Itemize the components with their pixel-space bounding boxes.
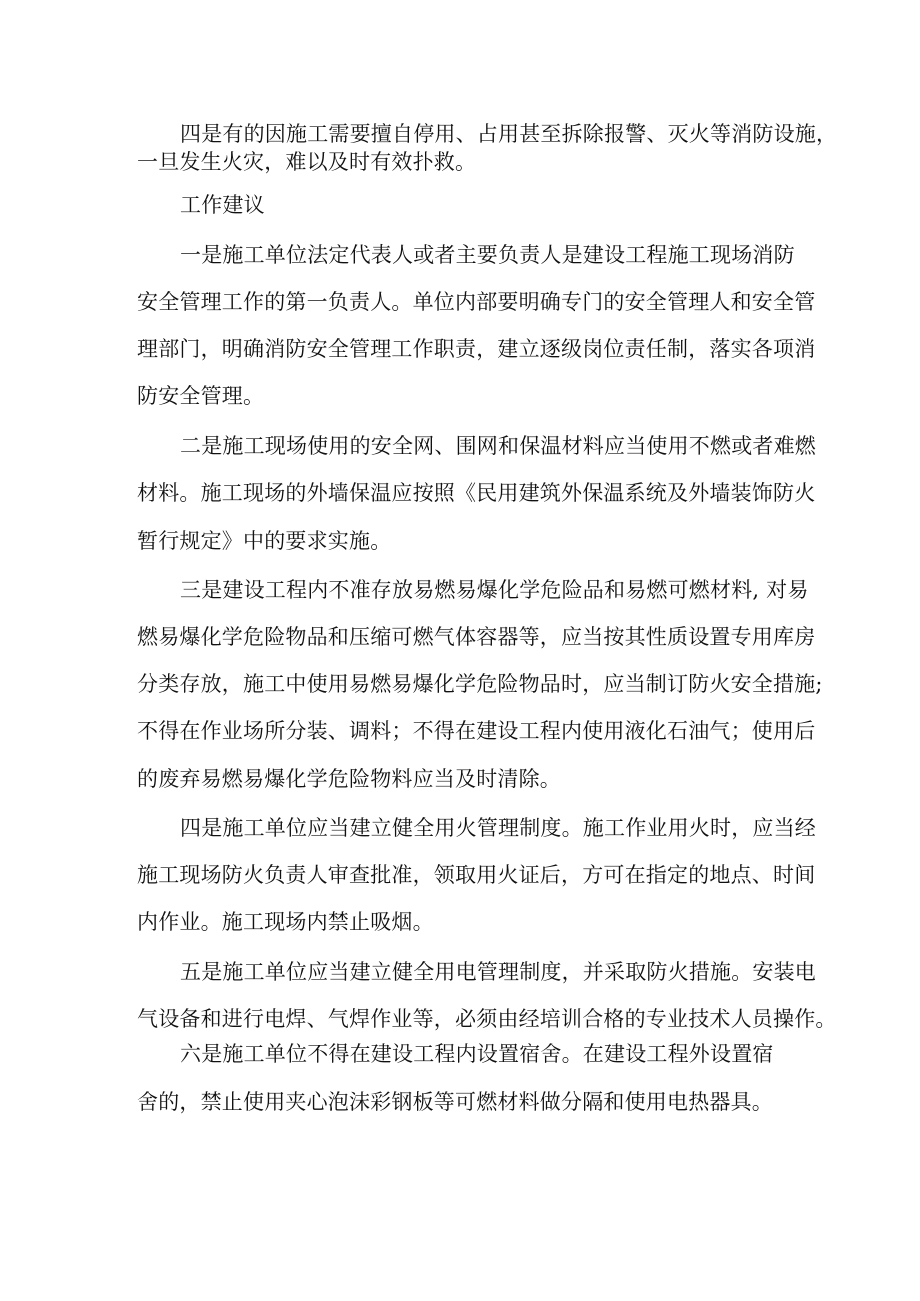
paragraph-3-line-3: 理部门，明确消防安全管理工作职责，建立逐级岗位责任制，落实各项消 [137,337,816,361]
paragraph-3-line-1: 一是施工单位法定代表人或者主要负责人是建设工程施工现场消防 [180,243,795,267]
paragraph-3-line-2: 安全管理工作的第一负责人。单位内部要明确专门的安全管理人和安全管 [137,290,816,314]
paragraph-6-line-1: 四是施工单位应当建立健全用火管理制度。施工作业用火时，应当经 [180,816,816,840]
paragraph-4-line-2: 材料。施工现场的外墙保温应按照《民用建筑外保温系统及外墙装饰防火 [137,481,816,505]
paragraph-3-line-4: 防安全管理。 [137,384,265,408]
paragraph-7-line-1: 五是施工单位应当建立健全用电管理制度，并采取防火措施。安装电 [180,960,816,984]
paragraph-8-line-1: 六是施工单位不得在建设工程内设置宿舍。在建设工程外设置宿 [180,1042,774,1066]
paragraph-5-line-1: 三是建设工程内不准存放易燃易爆化学危险品和易燃可燃材料, 对易 [180,578,809,602]
paragraph-4-line-1: 二是施工现场使用的安全网、围网和保温材料应当使用不燃或者难燃 [180,434,816,458]
paragraph-4-line-3: 暂行规定》中的要求实施。 [137,529,392,553]
paragraph-8-line-2: 舍的，禁止使用夹心泡沫彩钢板等可燃材料做分隔和使用电热器具。 [137,1090,773,1114]
paragraph-5-line-3: 分类存放，施工中使用易燃易爆化学危险物品时，应当制订防火安全措施; [137,672,823,696]
section-heading: 工作建议 [180,193,265,217]
paragraph-6-line-2: 施工现场防火负责人审查批准，领取用火证后，方可在指定的地点、时间 [137,863,816,887]
paragraph-5-line-2: 燃易爆化学危险物品和压缩可燃气体容器等，应当按其性质设置专用库房 [137,625,816,649]
paragraph-5-line-4: 不得在作业场所分装、调料；不得在建设工程内使用液化石油气；使用后 [137,719,816,743]
paragraph-1-line-2: 一旦发生火灾，难以及时有效扑救。 [137,150,477,174]
paragraph-6-line-3: 内作业。施工现场内禁止吸烟。 [137,910,434,934]
paragraph-5-line-5: 的废弃易燃易爆化学危险物料应当及时清除。 [137,767,561,791]
paragraph-1-line-1: 四是有的因施工需要擅自停用、占用甚至拆除报警、灭火等消防设施， [180,122,838,146]
paragraph-7-line-2: 气设备和进行电焊、气焊作业等，必须由经培训合格的专业技术人员操作。 [137,1007,837,1031]
